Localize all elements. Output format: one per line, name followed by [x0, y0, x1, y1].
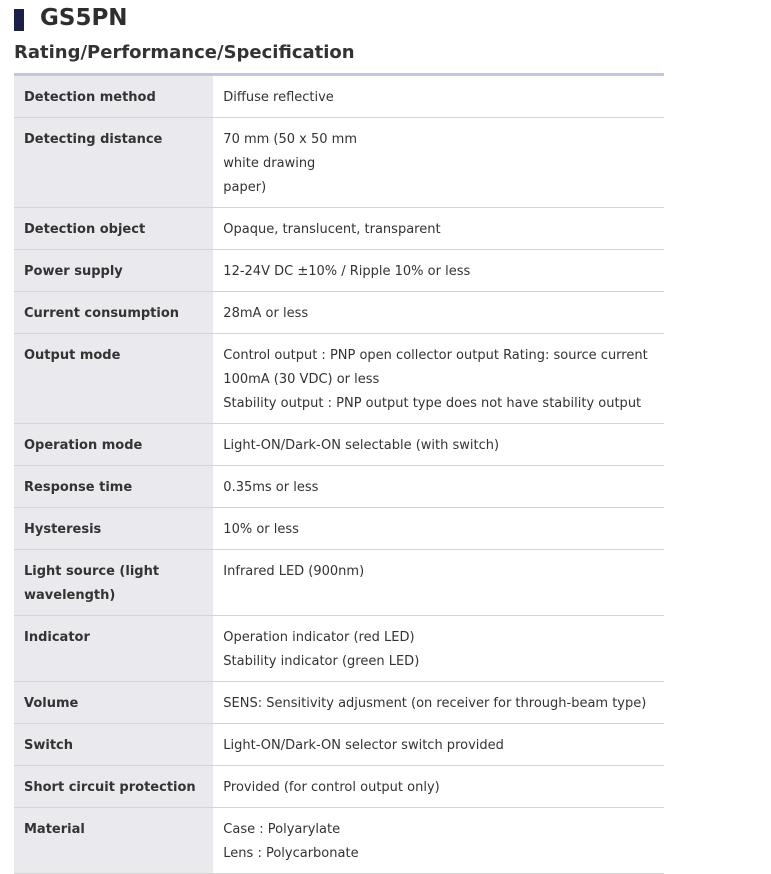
spec-value-line: Light-ON/Dark-ON selector switch provided [223, 738, 504, 753]
spec-label: Current consumption [14, 292, 213, 334]
spec-value [213, 424, 664, 466]
spec-label: Light source (light wavelength) [14, 550, 213, 616]
spec-value-line: Operation indicator (red LED) [223, 630, 415, 645]
spec-value-line: Control output : PNP open collector output Rating: source current [223, 348, 648, 363]
page-title: GS5PN [40, 5, 128, 31]
spec-label: Material [14, 808, 213, 874]
spec-row [14, 808, 664, 874]
spec-label: Response time [14, 466, 213, 508]
spec-label: Detection method [14, 76, 213, 118]
spec-row [14, 682, 664, 724]
spec-value-line: 10% or less [223, 522, 299, 537]
spec-table-container [14, 73, 664, 874]
spec-row [14, 208, 664, 250]
spec-value-line: paper) [223, 180, 267, 195]
spec-value-line: Stability indicator (green LED) [223, 654, 420, 669]
spec-table [14, 76, 664, 874]
spec-row [14, 118, 664, 208]
spec-label: Hysteresis [14, 508, 213, 550]
spec-value-line: Stability output : PNP output type does not have stability output [223, 396, 642, 411]
spec-value-line: Infrared LED (900nm) [223, 564, 365, 579]
spec-label: Detecting distance [14, 118, 213, 208]
spec-value [213, 208, 664, 250]
spec-table-body [14, 76, 664, 874]
spec-value-line: Light-ON/Dark-ON selectable (with switch) [223, 438, 500, 453]
spec-value-line: 70 mm (50 x 50 mm [223, 132, 358, 147]
spec-row [14, 766, 664, 808]
spec-value-line: SENS: Sensitivity adjusment (on receiver for through-beam type) [223, 696, 647, 711]
spec-value [213, 616, 664, 682]
spec-label: Short circuit protection [14, 766, 213, 808]
spec-row [14, 292, 664, 334]
spec-value [213, 466, 664, 508]
spec-value [213, 76, 664, 118]
section-title: Rating/Performance/Specification [14, 42, 355, 63]
spec-row [14, 616, 664, 682]
spec-row [14, 724, 664, 766]
spec-value [213, 250, 664, 292]
spec-value-line: white drawing [223, 156, 316, 171]
spec-value-line: Provided (for control output only) [223, 780, 440, 795]
spec-value [213, 118, 664, 208]
spec-row [14, 76, 664, 118]
spec-value [213, 682, 664, 724]
spec-row [14, 508, 664, 550]
spec-row [14, 424, 664, 466]
spec-value [213, 808, 664, 874]
title-accent-bar [14, 9, 24, 31]
spec-value-line: 0.35ms or less [223, 480, 319, 495]
spec-value-line: Opaque, translucent, transparent [223, 222, 441, 237]
spec-row [14, 250, 664, 292]
spec-row [14, 550, 664, 616]
spec-label: Operation mode [14, 424, 213, 466]
spec-value [213, 334, 664, 424]
spec-row [14, 466, 664, 508]
spec-row [14, 334, 664, 424]
spec-value-line: Lens : Polycarbonate [223, 846, 359, 861]
spec-value [213, 550, 664, 616]
spec-label: Output mode [14, 334, 213, 424]
spec-value-line: 12-24V DC ±10% / Ripple 10% or less [223, 264, 471, 279]
spec-value [213, 766, 664, 808]
spec-value-line: Diffuse reflective [223, 90, 334, 105]
spec-label: Indicator [14, 616, 213, 682]
spec-value [213, 508, 664, 550]
spec-value-line: Case : Polyarylate [223, 822, 341, 837]
spec-label: Volume [14, 682, 213, 724]
spec-label: Detection object [14, 208, 213, 250]
spec-value [213, 724, 664, 766]
spec-value-line: 28mA or less [223, 306, 309, 321]
spec-value [213, 292, 664, 334]
spec-value-line: 100mA (30 VDC) or less [223, 372, 380, 387]
spec-label: Switch [14, 724, 213, 766]
spec-label: Power supply [14, 250, 213, 292]
